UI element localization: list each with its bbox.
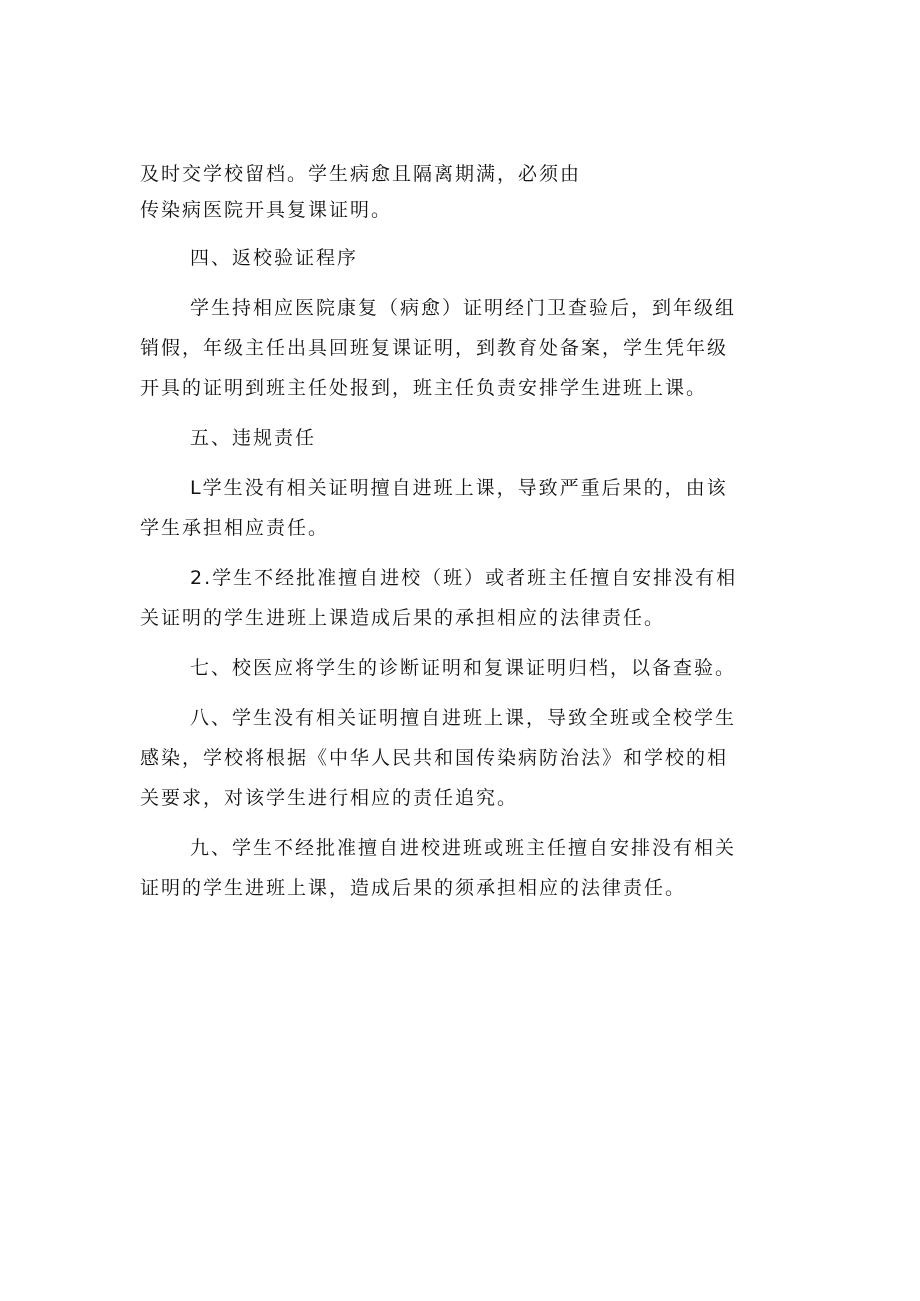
paragraph-line: 关证明的学生进班上课造成后果的承担相应的法律责任。 [140,607,666,629]
paragraph-line: 学生承担相应责任。 [140,517,330,539]
paragraph-3 [140,288,790,408]
section-heading-violation-liability [140,418,790,458]
paragraph-7 [140,648,790,688]
paragraph-line: 证明的学生进班上课，造成后果的须承担相应的法律责任。 [140,877,687,899]
paragraph-line: 2.学生不经批准擅自进校（班）或者班主任擅自安排没有相 [190,567,738,589]
paragraph-1 [140,156,790,228]
paragraph-line: 销假，年级主任出具回班复课证明，到教育处备案，学生凭年级 [140,337,729,359]
paragraph-8 [140,698,790,818]
paragraph-5 [140,468,790,548]
section-heading-return-verification [140,238,790,278]
heading-line: 四、返校验证程序 [190,247,359,269]
paragraph-line: 七、校医应将学生的诊断证明和复课证明归档，以备查验。 [190,657,737,679]
paragraph-line: 学生持相应医院康复（病愈）证明经门卫查验后，到年级组 [190,297,737,319]
paragraph-line: L学生没有相关证明擅自进班上课，导致严重后果的，由该 [190,477,728,499]
paragraph-6 [140,558,790,638]
paragraph-9 [140,828,790,908]
heading-line: 五、违规责任 [190,427,317,449]
paragraph-line: 关要求，对该学生进行相应的责任追究。 [140,787,519,809]
paragraph-line: 传染病医院开具复课证明。 [140,199,393,221]
paragraph-line: 感染，学校将根据《中华人民共和国传染病防治法》和学校的相 [140,747,729,769]
paragraph-line: 及时交学校留档。学生病愈且隔离期满，必须由 [140,163,582,185]
paragraph-line: 开具的证明到班主任处报到，班主任负责安排学生进班上课。 [140,377,708,399]
paragraph-line: 九、学生不经批准擅自进校进班或班主任擅自安排没有相关 [190,837,737,859]
document-body [140,156,790,908]
paragraph-line: 八、学生没有相关证明擅自进班上课，导致全班或全校学生 [190,707,737,729]
